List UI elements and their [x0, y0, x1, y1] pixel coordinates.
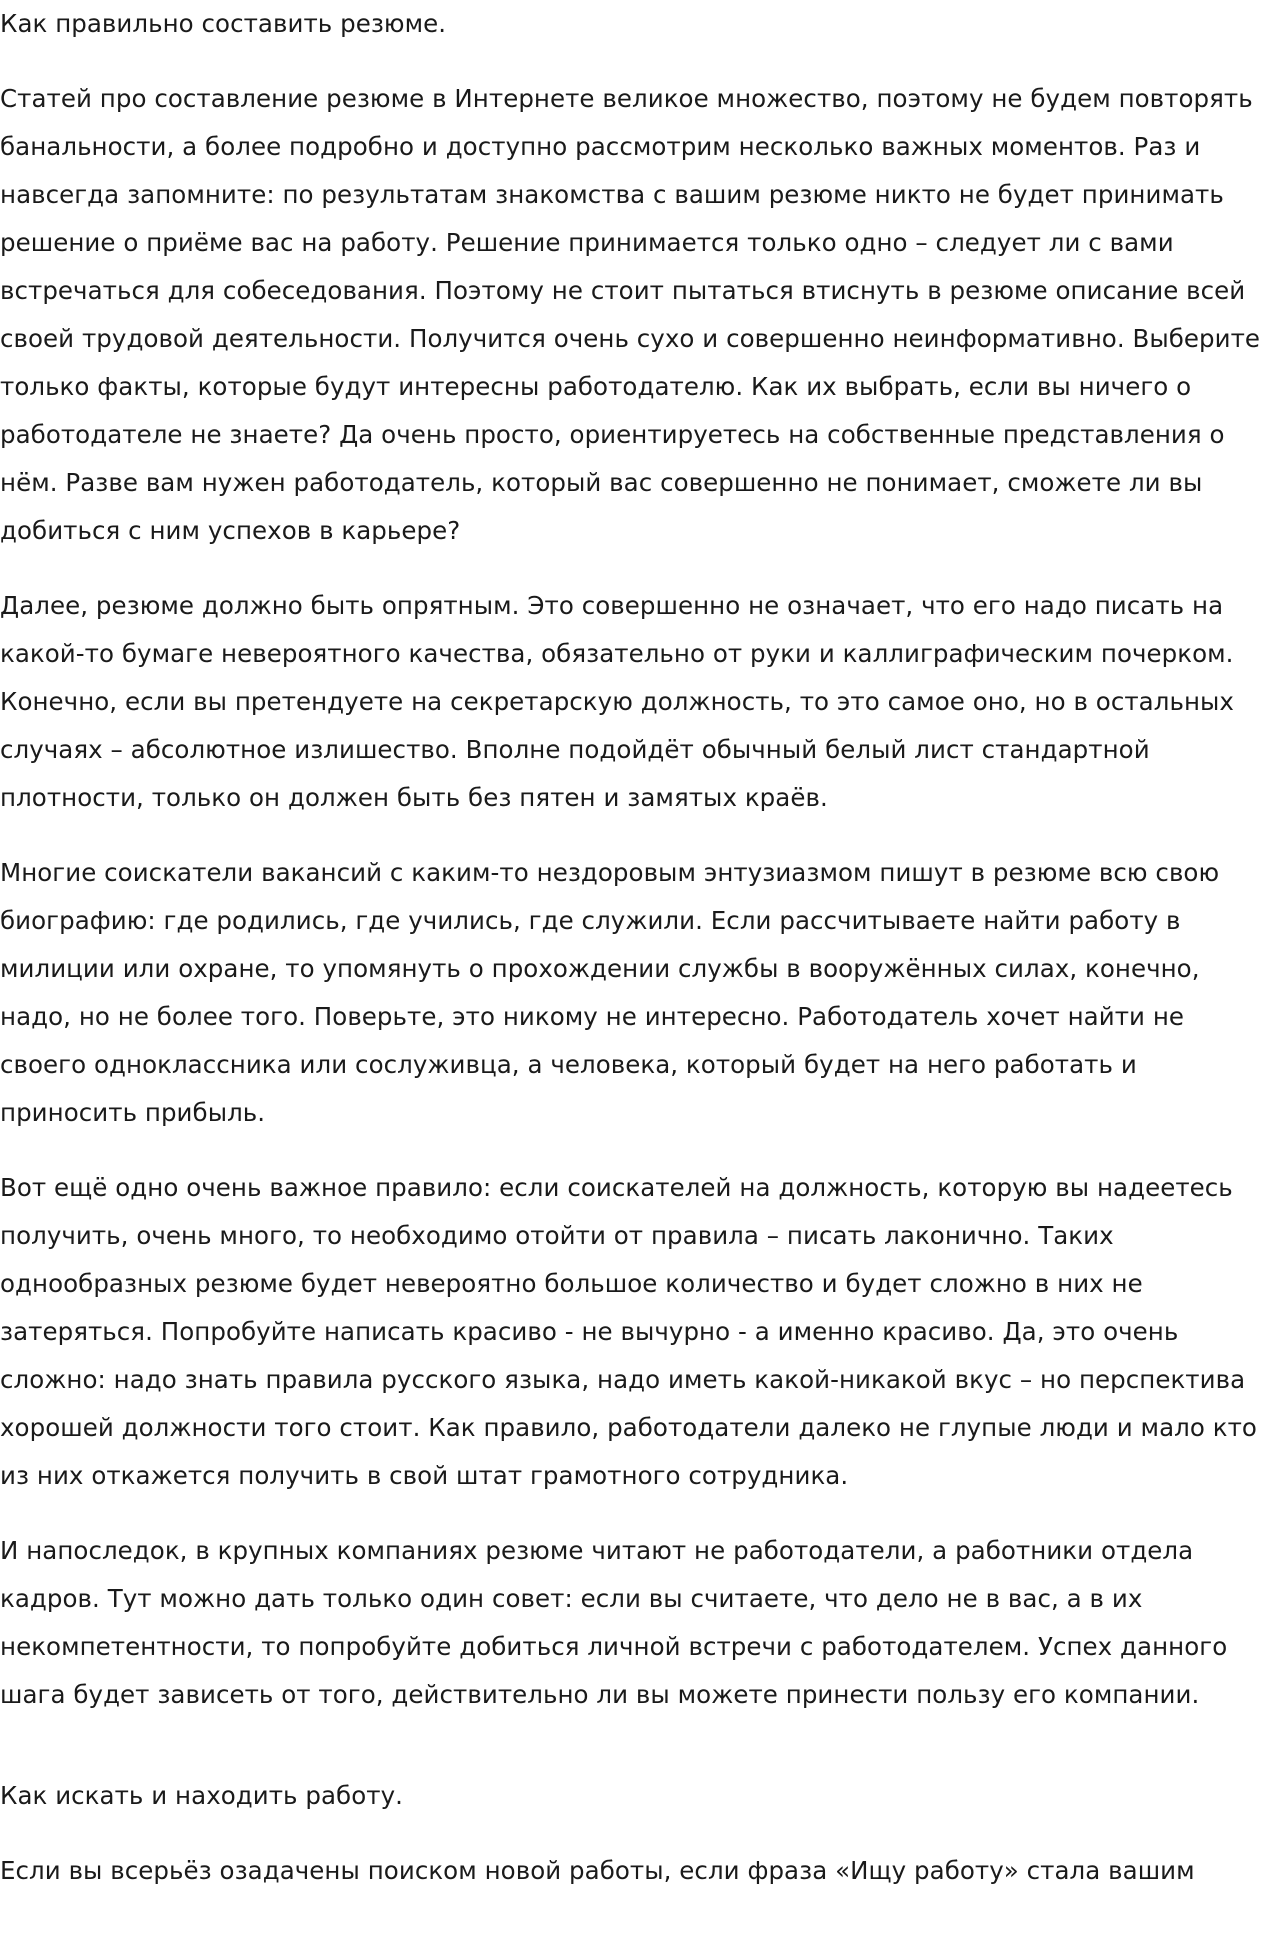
paragraph-resume-neatness: Далее, резюме должно быть опрятным. Это совершенно не означает, что его надо писать на какой-то бумаге невероятного качества, обязательно от руки и каллиграфическим почерком. Конечно, если вы претендуете на секретарскую должность, то это самое оно, но в остальных случаях – абсолютное излишество. Вполне подойдёт обычный белый лист стандартной плотности, только он должен быть без пятен и замятых краёв. [0, 591, 1234, 812]
paragraph-resume-style: Вот ещё одно очень важное правило: если соискателей на должность, которую вы надеетесь получить, очень много, то необходимо отойти от правила – писать лаконично. Таких однообразных резюме будет невероятно большое количество и будет сложно в них не затеряться. Попробуйте написать красиво - не вычурно - а именно красиво. Да, это очень сложно: надо знать правила русского языка, надо иметь какой-никакой вкус – но перспектива хорошей должности того стоит. Как правило, работодатели далеко не глупые люди и мало кто из них откажется получить в свой штат грамотного сотрудника. [0, 1173, 1257, 1490]
paragraph-resume-hr: И напоследок, в крупных компаниях резюме читают не работодатели, а работники отдела кадров. Тут можно дать только один совет: если вы считаете, что дело не в вас, а в их некомпетентности, то попробуйте добиться личной встречи с работодателем. Успех данного шага будет зависеть от того, действительно ли вы можете принести пользу его компании. [0, 1536, 1228, 1709]
paragraph-resume-biography: Многие соискатели вакансий с каким-то нездоровым энтузиазмом пишут в резюме всю свою биографию: где родились, где учились, где служили. Если рассчитываете найти работу в милиции или охране, то упомянуть о прохождении службы в вооружённых силах, конечно, надо, но не более того. Поверьте, это никому не интересно. Работодатель хочет найти не своего одноклассника или сослуживца, а человека, который будет на него работать и приносить прибыль. [0, 858, 1220, 1127]
paragraph-resume-intro: Статей про составление резюме в Интернете великое множество, поэтому не будем повторять банальности, а более подробно и доступно рассмотрим несколько важных моментов. Раз и навсегда запомните: по результатам знакомства с вашим резюме никто не будет принимать решение о приёме вас на работу. Решение принимается только одно – следует ли с вами встречаться для собеседования. Поэтому не стоит пытаться втиснуть в резюме описание всей своей трудовой деятельности. Получится очень сухо и совершенно неинформативно. Выберите только факты, которые будут интересны работодателю. Как их выбрать, если вы ничего о работодателе не знаете? Да очень просто, ориентируетесь на собственные представления о нём. Разве вам нужен работодатель, который вас совершенно не понимает, сможете ли вы добиться с ним успехов в карьере? [0, 84, 1261, 545]
document-title: Как правильно составить резюме. [0, 9, 447, 38]
section-title-job-search: Как искать и находить работу. [0, 1781, 403, 1810]
paragraph-job-search-intro: Если вы всерьёз озадачены поиском новой работы, если фраза «Ищу работу» стала вашим [0, 1856, 1195, 1885]
